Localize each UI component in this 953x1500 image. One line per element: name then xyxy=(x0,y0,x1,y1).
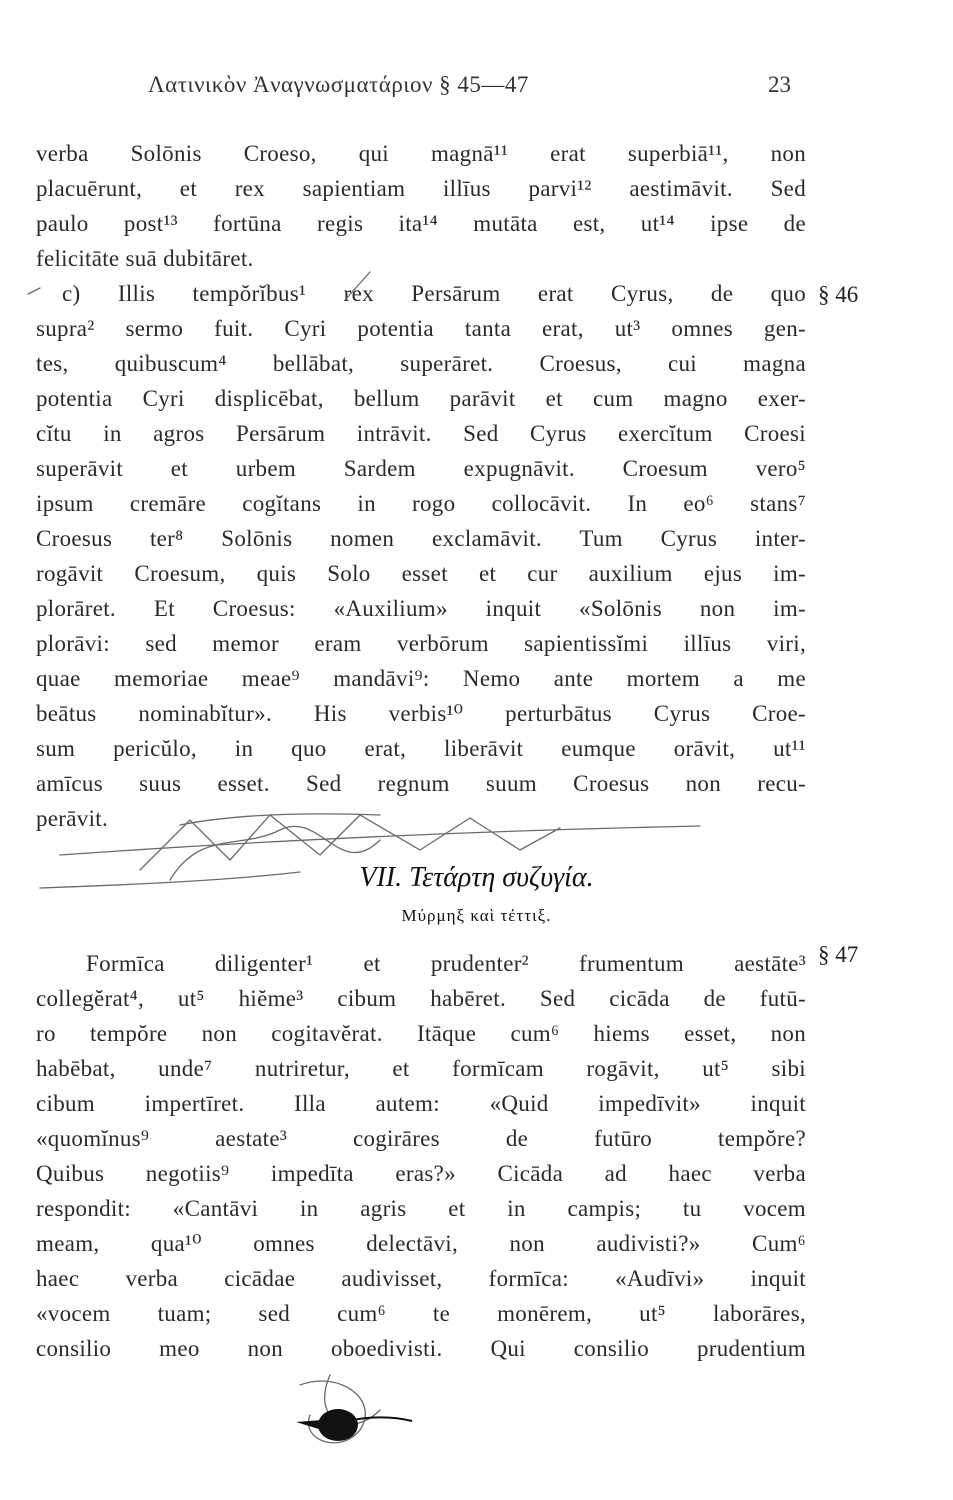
section-46-marker: § 46 xyxy=(818,282,859,307)
running-title: Λατινικὸν Ἀναγνωσματάριον § 45—47 xyxy=(148,72,529,97)
text-line: supra² sermo fuit. Cyri potentia tanta erat, ut³ omnes gen- xyxy=(36,316,806,341)
chapter-subtitle: Μύρμηξ καὶ τέττιξ. xyxy=(401,906,552,925)
text-line: cĭtu in agros Persārum intrāvit. Sed Cyrus exercĭtum Croesi xyxy=(36,421,806,446)
text-line: rogāvit Croesum, quis Solo esset et cur auxilium ejus im- xyxy=(36,561,806,586)
text-line: meam, qua¹⁰ omnes delectāvi, non audivisti?» Cum⁶ xyxy=(36,1231,806,1256)
text-line: verba Solōnis Croeso, qui magnā¹¹ erat superbiā¹¹, non xyxy=(36,141,806,166)
text-line: sum pericŭlo, in quo erat, liberāvit eumque orāvit, ut¹¹ xyxy=(36,736,806,761)
text-line: respondit: «Cantāvi in agris et in campis; tu vocem xyxy=(36,1196,806,1221)
page-number: 23 xyxy=(768,72,791,97)
text-line: Croesus ter⁸ Solōnis nomen exclamāvit. Tum Cyrus inter- xyxy=(36,526,806,551)
text-line: plorāret. Et Croesus: «Auxilium» inquit «Solōnis non im- xyxy=(36,596,806,621)
ink-blot-icon xyxy=(296,1409,412,1441)
text-line: ro tempŏre non cogitavĕrat. Itāque cum⁶ hiems esset, non xyxy=(36,1021,806,1046)
text-line: superāvit et urbem Sardem expugnāvit. Croesum vero⁵ xyxy=(36,456,806,481)
chapter-title: VII. Τετάρτη συζυγία. xyxy=(359,862,594,893)
text-line: plorāvi: sed memor eram verbōrum sapientissĭmi illīus viri, xyxy=(36,631,806,656)
text-line: placuērunt, et rex sapientiam illīus parvi¹² aestimāvit. Sed xyxy=(36,176,806,201)
text-line: perāvit. xyxy=(36,806,109,831)
page-header xyxy=(0,72,953,104)
text-line: haec verba cicādae audivisset, formīca: «Audīvi» inquit xyxy=(36,1266,806,1291)
page-body-part1 xyxy=(36,136,806,836)
text-line: felicitāte suā dubitāret. xyxy=(36,246,254,271)
text-line: «quomĭnus⁹ aestate³ cogirāres de futūro tempŏre? xyxy=(36,1126,806,1151)
page-body-part2 xyxy=(36,946,806,1366)
text-line: ipsum cremāre cogĭtans in rogo collocāvit. In eo⁶ stans⁷ xyxy=(36,491,806,516)
text-line: amīcus suus esset. Sed regnum suum Croesus non recu- xyxy=(36,771,806,796)
paragraph-solon-verba xyxy=(36,136,806,276)
paragraph-cyrus-croesus xyxy=(36,276,806,836)
text-line: tes, quibuscum⁴ bellābat, superāret. Croesus, cui magna xyxy=(36,351,806,376)
text-line: beātus nominabĭtur». His verbis¹⁰ perturbātus Cyrus Croe- xyxy=(36,701,806,726)
text-line: quae memoriae meae⁹ mandāvi⁹: Nemo ante mortem a me xyxy=(36,666,806,691)
text-line: c) Illis tempŏrĭbus¹ rex Persārum erat Cyrus, de quo xyxy=(62,281,806,306)
text-line: consilio meo non oboedivisti. Qui consilio prudentium xyxy=(36,1336,806,1361)
text-line: Formīca diligenter¹ et prudenter² frumentum aestāte³ xyxy=(86,951,806,976)
paragraph-formica-cicada xyxy=(36,946,806,1366)
text-line: potentia Cyri displicēbat, bellum parāvit et cum magno exer- xyxy=(36,386,806,411)
text-line: Quibus negotiis⁹ impedīta eras?» Cicāda ad haec verba xyxy=(36,1161,806,1186)
text-line: «vocem tuam; sed cum⁶ te monērem, ut⁵ laborāres, xyxy=(36,1301,806,1326)
text-line: habēbat, unde⁷ nutriretur, et formīcam rogāvit, ut⁵ sibi xyxy=(36,1056,806,1081)
section-47-marker: § 47 xyxy=(818,942,859,967)
text-line: collegĕrat⁴, ut⁵ hiĕme³ cibum habēret. Sed cicāda de futū- xyxy=(36,986,806,1011)
text-line: paulo post¹³ fortūna regis ita¹⁴ mutāta est, ut¹⁴ ipse de xyxy=(36,211,806,236)
text-line: cibum impertīret. Illa autem: «Quid impedīvit» inquit xyxy=(36,1091,806,1116)
